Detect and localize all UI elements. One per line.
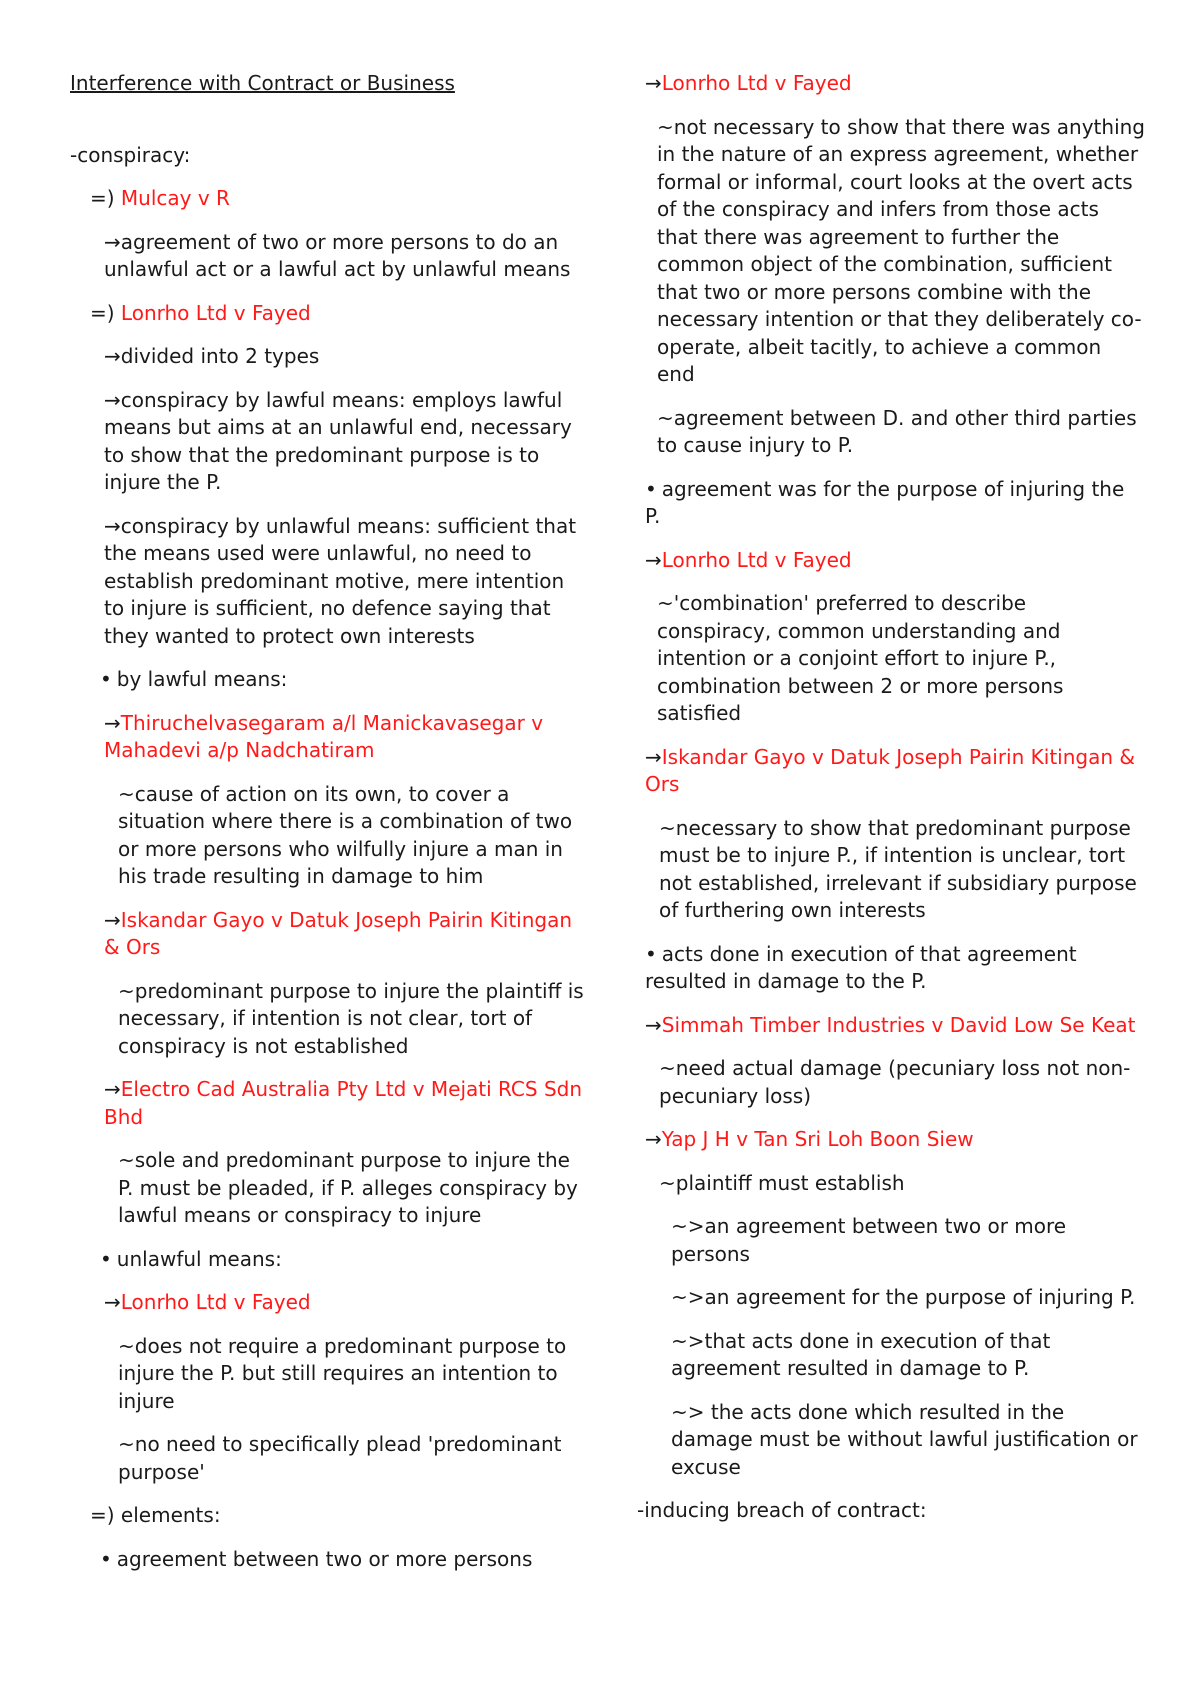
case-note: ~no need to specifically plead 'predominant purpose' — [118, 1432, 562, 1484]
case-note: ~cause of action on its own, to cover a situation where there is a combination of two or more persons who wilfully injure a man in his trade resulting in damage to him — [118, 781, 573, 888]
case-name: Electro Cad Australia Pty Ltd v Mejati RCS Sdn Bhd — [104, 1077, 583, 1129]
case-heading: →Thiruchelvasegaram a/l Manickavasegar v Mahadevi a/p Nadchatiram — [104, 710, 544, 762]
case-heading: →Iskandar Gayo v Datuk Joseph Pairin Kitingan & Ors — [104, 907, 573, 959]
bullet-item: • unlawful means: — [70, 1246, 590, 1274]
right-column — [637, 70, 1145, 1525]
left-column — [70, 70, 590, 1573]
case-note: ~sole and predominant purpose to injure the P. must be pleaded, if P. alleges conspiracy by lawful means or conspiracy to injure — [118, 1148, 578, 1227]
case-heading: →Lonrho Ltd v Fayed — [645, 547, 852, 572]
case-name: Thiruchelvasegaram a/l Manickavasegar v Mahadevi a/p Nadchatiram — [104, 710, 544, 762]
case-note: ~agreement between D. and other third parties to cause injury to P. — [657, 405, 1137, 457]
case-heading: →Electro Cad Australia Pty Ltd v Mejati RCS Sdn Bhd — [104, 1077, 583, 1129]
bullet-item: • acts done in execution of that agreement resulted in damage to the P. — [645, 941, 1145, 996]
conspiracy-heading: -conspiracy: — [70, 142, 191, 167]
sub-requirement: ~>an agreement for the purpose of injuring P. — [671, 1285, 1136, 1309]
sub-requirement: ~>an agreement between two or more persons — [671, 1214, 1067, 1266]
case-heading: =) Mulcay v R — [90, 186, 230, 210]
case-name: Iskandar Gayo v Datuk Joseph Pairin Kitingan & Ors — [645, 744, 1135, 796]
elements-heading: =) elements: — [90, 1503, 221, 1527]
case-note: ~'combination' preferred to describe conspiracy, common understanding and intention or a conjoint effort to injure P., combination between 2 or more persons satisfied — [657, 591, 1064, 725]
case-name: Lonrho Ltd v Fayed — [120, 1290, 311, 1314]
case-note: ~need actual damage (pecuniary loss not non-pecuniary loss) — [659, 1056, 1131, 1108]
section-heading: -inducing breach of contract: — [637, 1498, 927, 1522]
case-heading: =) Lonrho Ltd v Fayed — [90, 300, 311, 325]
case-heading: →Lonrho Ltd v Fayed — [645, 71, 852, 95]
case-note: ~does not require a predominant purpose to injure the P. but still requires an intention to injure — [118, 1333, 567, 1413]
case-heading: →Iskandar Gayo v Datuk Joseph Pairin Kitingan & Ors — [645, 744, 1135, 796]
case-heading: →Yap J H v Tan Sri Loh Boon Siew — [645, 1127, 974, 1151]
case-note: ~predominant purpose to injure the plaintiff is necessary, if intention is not clear, tort of conspiracy is not established — [118, 978, 584, 1058]
case-name: Lonrho Ltd v Fayed — [120, 300, 311, 325]
case-heading: →Lonrho Ltd v Fayed — [104, 1290, 311, 1314]
case-note: ~not necessary to show that there was anything in the nature of an express agreement, whether formal or informal, court looks at the overt acts of the conspiracy and infers from those acts that there was agreement to further the common object of the combination, sufficient that two or more persons combine with the necessary intention or that they deliberately co-operate, albeit tacitly, to achieve a common end — [657, 114, 1145, 386]
case-name: Simmah Timber Industries v David Low Se Keat — [661, 1012, 1136, 1037]
case-name: Iskandar Gayo v Datuk Joseph Pairin Kitingan & Ors — [104, 907, 573, 959]
case-note: →agreement of two or more persons to do an unlawful act or a lawful act by unlawful means — [104, 229, 571, 281]
case-note: →conspiracy by unlawful means: sufficient that the means used were unlawful, no need to establish predominant motive, mere intention to injure is sufficient, no defence saying that they wanted to protect own interests — [104, 513, 577, 648]
case-name: Yap J H v Tan Sri Loh Boon Siew — [661, 1127, 974, 1151]
case-note: →conspiracy by lawful means: employs lawful means but aims at an unlawful end, necessary to show that the predominant purpose is to injure the P. — [104, 387, 572, 494]
bullet-item: • agreement between two or more persons — [70, 1546, 590, 1574]
case-name: Lonrho Ltd v Fayed — [661, 71, 852, 95]
case-heading: →Simmah Timber Industries v David Low Se Keat — [645, 1012, 1136, 1037]
sub-requirement: ~> the acts done which resulted in the damage must be without lawful justification or excuse — [671, 1399, 1138, 1479]
case-name: Lonrho Ltd v Fayed — [661, 547, 852, 572]
case-note: ~necessary to show that predominant purpose must be to injure P., if intention is unclear, tort not established, irrelevant if subsidiary purpose of furthering own interests — [659, 815, 1137, 922]
case-note: →divided into 2 types — [104, 344, 320, 368]
sub-requirement: ~>that acts done in execution of that agreement resulted in damage to P. — [671, 1328, 1051, 1380]
case-note: ~plaintiff must establish — [659, 1170, 905, 1195]
bullet-item: • agreement was for the purpose of injuring the P. — [645, 476, 1145, 531]
bullet-item: • by lawful means: — [70, 666, 590, 694]
page-title: Interference with Contract or Business — [70, 71, 455, 95]
case-name: Mulcay v R — [120, 186, 230, 210]
